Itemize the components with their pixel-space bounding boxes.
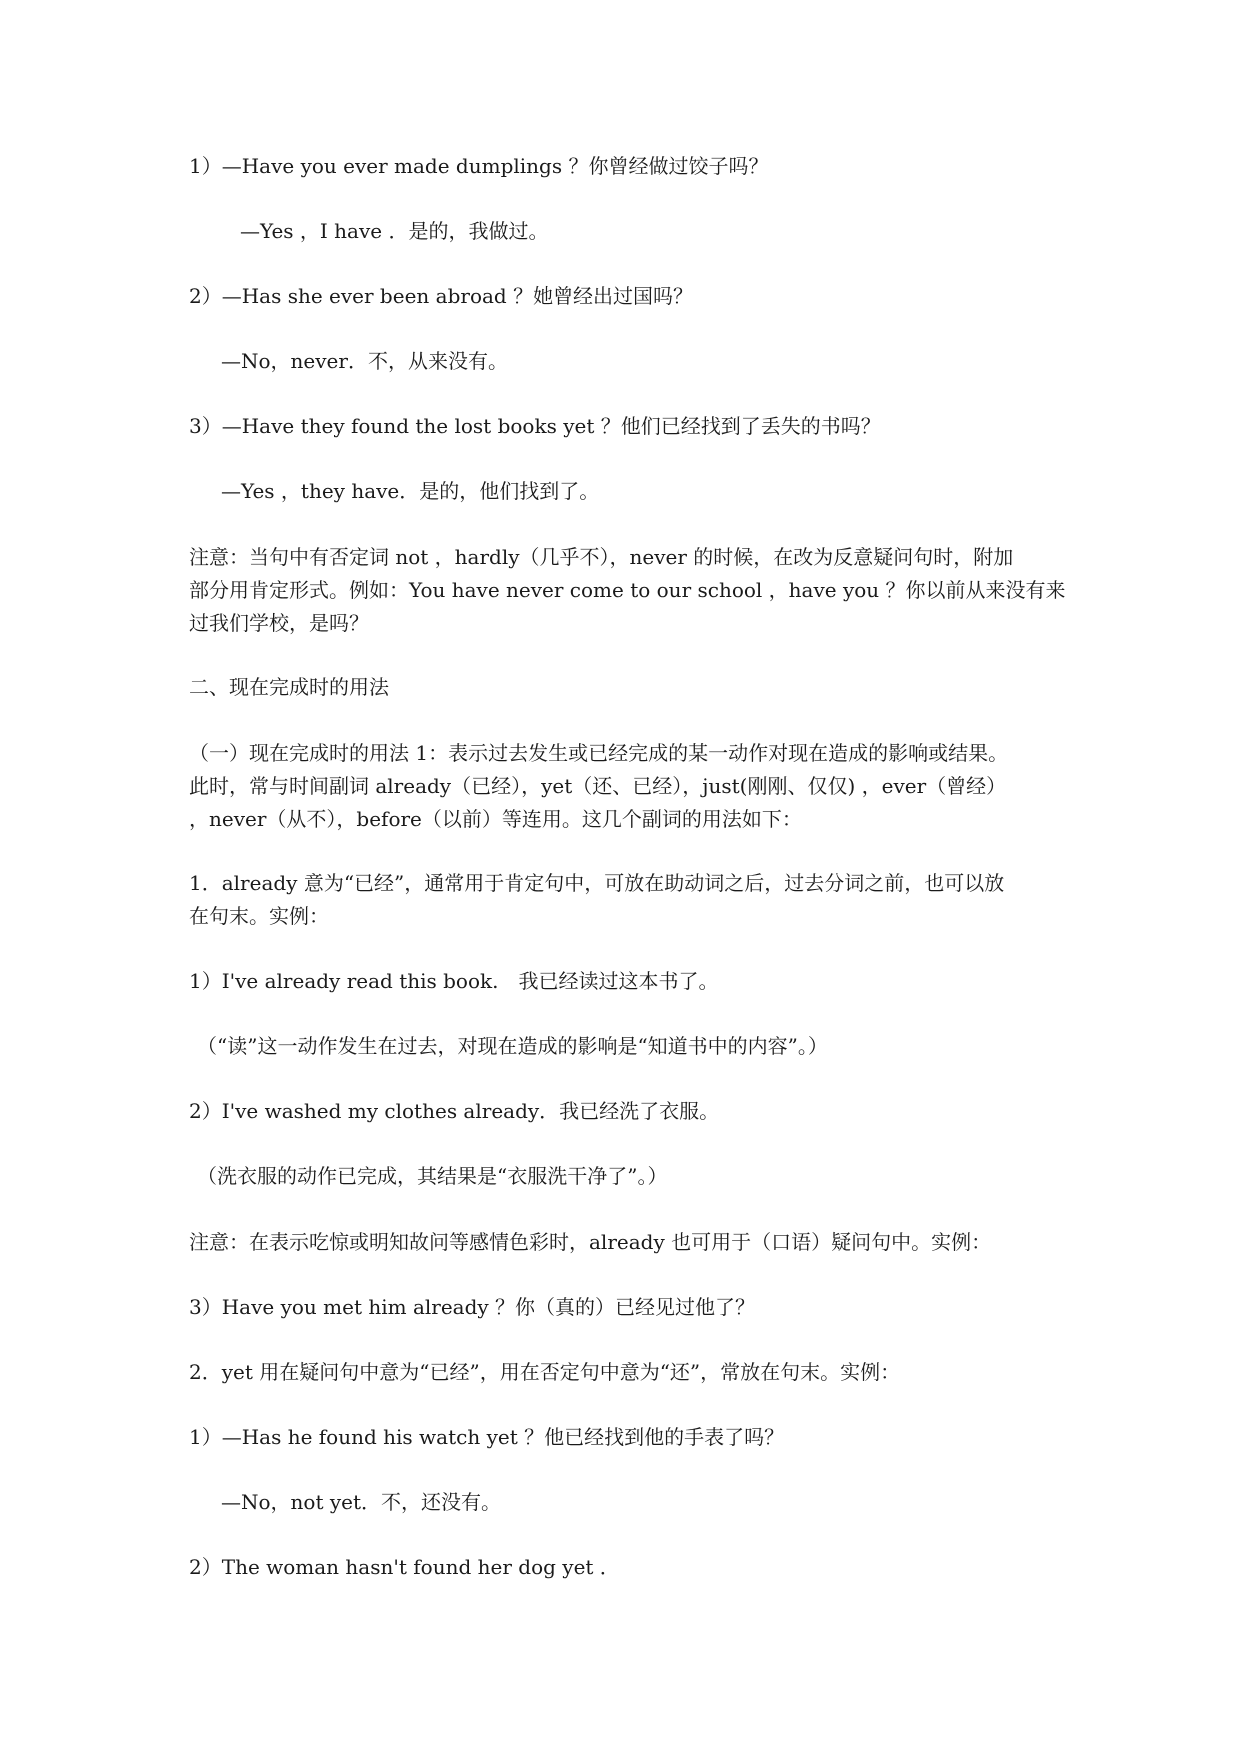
already-example-2-explanation: （洗衣服的动作已完成，其结果是“衣服洗干净了”。） (197, 1164, 668, 1188)
example-2-question: 2）—Has she ever been abroad ？她曾经出过国吗？ (189, 284, 694, 308)
usage-1-paragraph (189, 737, 1069, 836)
note-negative-words (189, 541, 1069, 640)
section-heading: 二、现在完成时的用法 (189, 675, 389, 699)
already-question-note: 注意：在表示吃惊或明知故问等感情色彩时，already 也可用于（口语）疑问句中。实例： (189, 1230, 992, 1254)
already-example-2: 2）I've washed my clothes already．我已经洗了衣服。 (189, 1099, 720, 1123)
usage-1-line-3: ，never（从不），before（以前）等连用。这几个副词的用法如下： (189, 807, 802, 831)
note-negative-words-line-1: 注意：当句中有否定词 not ，hardly（几乎不），never 的时候，在改为反意疑问句时，附加 (189, 545, 1014, 569)
already-example-3: 3）Have you met him already ？你（真的）已经见过他了？ (189, 1295, 756, 1319)
example-3-answer: —Yes ，they have．是的，他们找到了。 (221, 479, 600, 503)
already-definition-line-1: 1．already 意为“已经”，通常用于肯定句中，可放在助动词之后，过去分词之前，也可以放 (189, 871, 1005, 895)
example-1-question: 1）—Have you ever made dumplings ？你曾经做过饺子吗？ (189, 154, 769, 178)
example-3-question: 3）—Have they found the lost books yet ？他们已经找到了丢失的书吗？ (189, 414, 881, 438)
note-negative-words-line-2: 部分用肯定形式。例如：You have never come to our school ，have you ？你以前从来没有来 (189, 578, 1066, 602)
yet-example-1-question: 1）—Has he found his watch yet ？他已经找到他的手表了吗？ (189, 1425, 785, 1449)
yet-example-1-answer: —No，not yet．不，还没有。 (221, 1490, 502, 1514)
already-example-1-explanation: （“读”这一动作发生在过去，对现在造成的影响是“知道书中的内容”。） (197, 1034, 828, 1058)
example-1-answer: —Yes ，I have ．是的，我做过。 (240, 219, 549, 243)
already-example-1: 1）I've already read this book. 我已经读过这本书了。 (189, 969, 719, 993)
yet-definition: 2．yet 用在疑问句中意为“已经”，用在否定句中意为“还”，常放在句末。实例： (189, 1360, 901, 1384)
already-definition-line-2: 在句末。实例： (189, 904, 329, 928)
usage-1-line-1: （一）现在完成时的用法 1：表示过去发生或已经完成的某一动作对现在造成的影响或结果。 (189, 741, 1009, 765)
usage-1-line-2: 此时，常与时间副词 already（已经），yet（还、已经），just(刚刚、仅仅) ，ever（曾经） (189, 774, 1007, 798)
already-definition (189, 867, 1069, 933)
yet-example-2: 2）The woman hasn't found her dog yet ． (189, 1555, 620, 1579)
note-negative-words-line-3: 过我们学校，是吗？ (189, 611, 369, 635)
example-2-answer: —No，never．不，从来没有。 (221, 349, 508, 373)
